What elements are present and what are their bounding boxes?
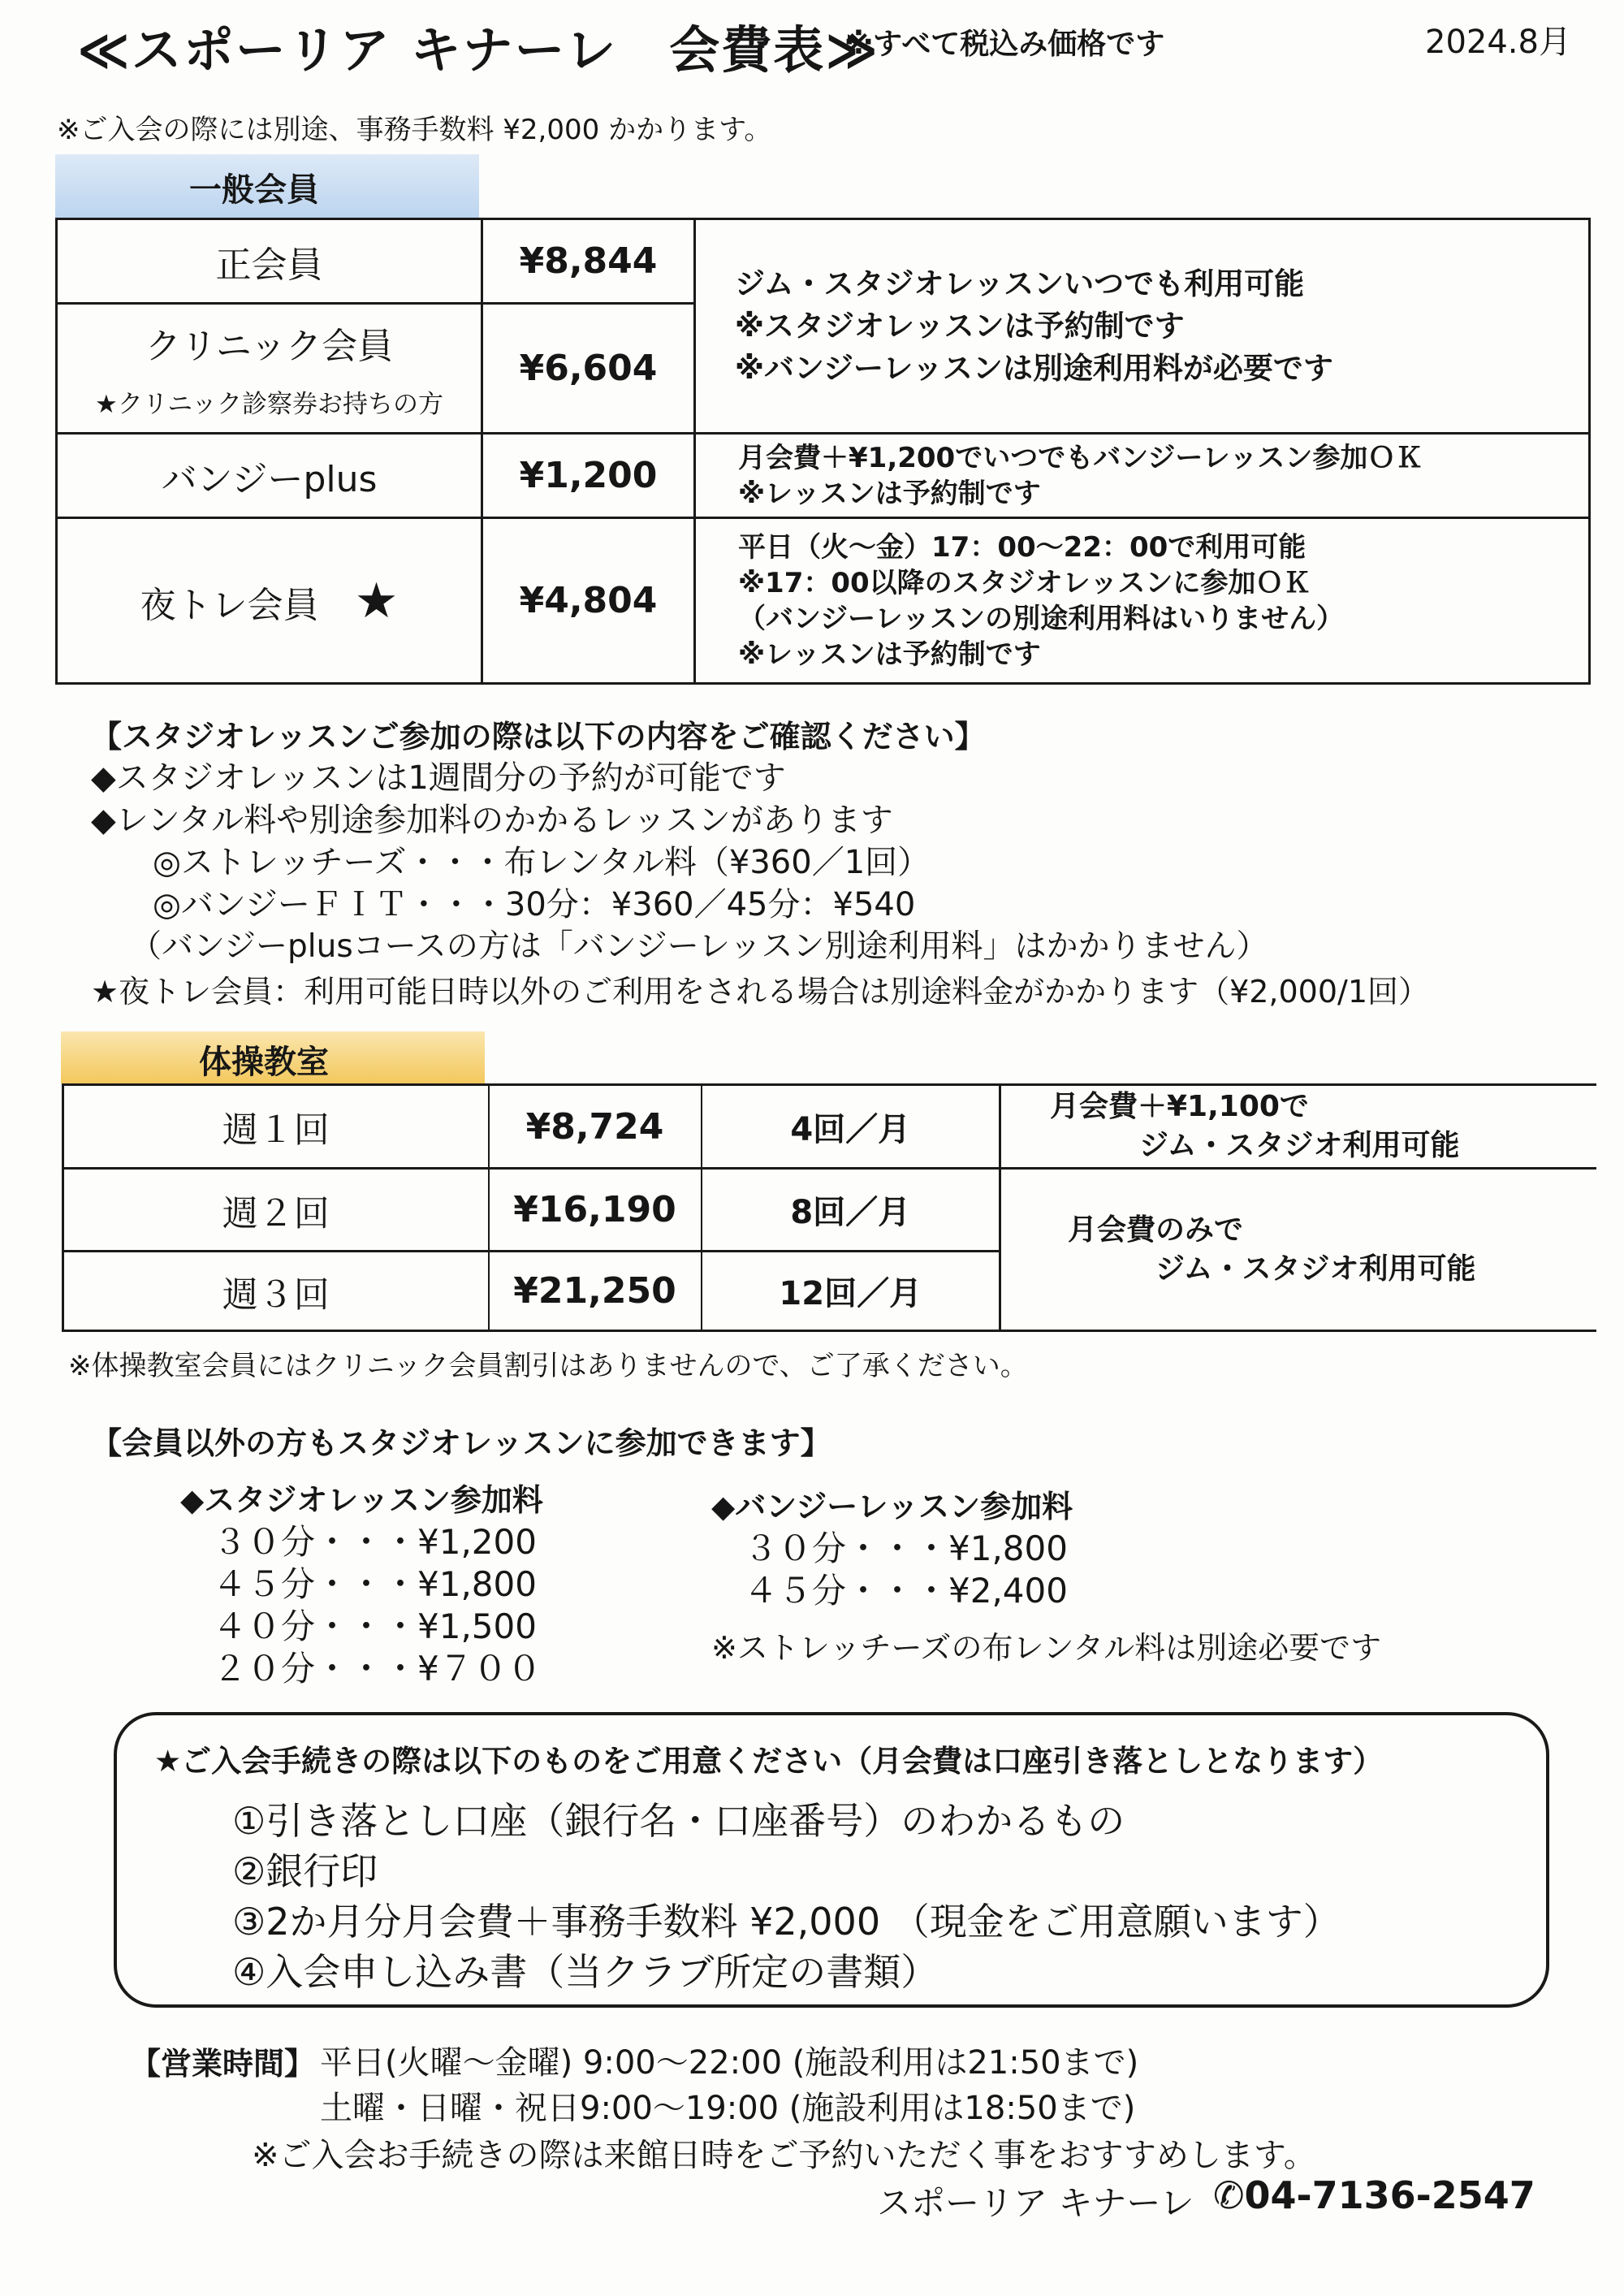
benefit-line: ジム・スタジオ利用可能	[1155, 1252, 1476, 1286]
studio-fee: ４５分・・・¥1,800	[213, 1564, 537, 1604]
class-benefit	[1000, 1169, 1596, 1331]
bungee-fee-title: ◆バンジーレッスン参加料	[711, 1489, 1073, 1524]
membership-name-cell	[57, 518, 482, 684]
join-item: ①引き落とし口座（銀行名・口座番号）のわかるもの	[232, 1799, 1125, 1843]
benefit-line: 月会費＋¥1,100で	[1050, 1090, 1309, 1123]
studio-note: ◆スタジオレッスンは1週間分の予約が可能です	[91, 759, 786, 797]
studio-fee-title: ◆スタジオレッスン参加料	[180, 1482, 543, 1518]
hours-label: 【営業時間】	[130, 2046, 316, 2082]
class-price: ¥16,190	[489, 1169, 702, 1252]
table-row	[57, 434, 1590, 518]
membership-name-cell	[57, 304, 482, 434]
membership-price: ¥4,804	[482, 518, 695, 684]
tax-note: ※すべて税込み価格です	[844, 28, 1165, 61]
membership-description	[695, 518, 1590, 684]
gymnastics-band	[61, 1031, 485, 1083]
bungee-fee: ４５分・・・¥2,400	[744, 1571, 1068, 1611]
description-line: 月会費＋¥1,200でいつでもバンジーレッスン参加ＯＫ	[738, 441, 1423, 474]
join-item: ④入会申し込み書（当クラブ所定の書類）	[232, 1950, 939, 1994]
studio-note: ◎バンジーＦＩＴ・・・30分：¥360／45分：¥540	[153, 886, 916, 923]
club-name: スポーリア キナーレ	[877, 2183, 1194, 2223]
class-price: ¥21,250	[489, 1252, 702, 1331]
studio-fee: ３０分・・・¥1,200	[213, 1522, 537, 1562]
gymnastics-label: 体操教室	[199, 1044, 329, 1081]
membership-description	[695, 219, 1590, 434]
table-row	[57, 518, 1590, 684]
class-sessions: 4回／月	[702, 1085, 1000, 1169]
join-item: ②銀行印	[232, 1849, 378, 1893]
class-sessions: 8回／月	[702, 1169, 1000, 1252]
class-frequency: 週１回	[63, 1085, 489, 1169]
description-line: （バンジーレッスンの別途利用料はいりません）	[738, 602, 1345, 635]
membership-name: クリニック会員	[145, 326, 394, 367]
studio-note: ★夜トレ会員：利用可能日時以外のご利用をされる場合は別途料金がかかります（¥2,000/1回）	[91, 974, 1430, 1010]
description-line: ※スタジオレッスンは予約制です	[735, 308, 1185, 344]
class-frequency: 週２回	[63, 1169, 489, 1252]
membership-price: ¥8,844	[482, 219, 695, 304]
membership-price: ¥6,604	[482, 304, 695, 434]
star-icon: ★	[354, 572, 399, 629]
join-item: ③2か月分月会費＋事務手数料 ¥2,000 （現金をご用意願います）	[232, 1900, 1341, 1944]
document-date: 2024.8月	[1425, 24, 1571, 61]
hours-weekday: 平日(火曜〜金曜) 9:00〜22:00 (施設利用は21:50まで)	[320, 2044, 1139, 2082]
benefit-line: ジム・スタジオ利用可能	[1139, 1129, 1460, 1162]
benefit-line: 月会費のみで	[1068, 1213, 1244, 1247]
page-title: ≪スポーリア キナーレ 会費表≫	[77, 20, 880, 80]
membership-price: ¥1,200	[482, 434, 695, 518]
class-frequency: 週３回	[63, 1252, 489, 1331]
admin-fee-note: ※ご入会の際には別途、事務手数料 ¥2,000 かかります。	[57, 114, 772, 146]
membership-name: バンジーplus	[57, 434, 482, 518]
class-sessions: 12回／月	[702, 1252, 1000, 1331]
table-row	[63, 1169, 1596, 1252]
studio-note: ◆レンタル料や別途参加料のかかるレッスンがあります	[91, 802, 893, 839]
gymnastics-table	[62, 1083, 1596, 1332]
description-line: ※バンジーレッスンは別途利用料が必要です	[735, 350, 1333, 386]
reservation-recommendation: ※ご入会お手続きの際は来館日時をご予約いただく事をおすすめします。	[252, 2137, 1316, 2174]
studio-fee: ４０分・・・¥1,500	[213, 1606, 537, 1646]
gymnastics-footnote: ※体操教室会員にはクリニック会員割引はありませんので、ご了承ください。	[68, 1350, 1028, 1382]
general-members-band	[55, 154, 479, 218]
studio-note: （バンジーplusコースの方は「バンジーレッスン別途利用料」はかかりません）	[130, 928, 1268, 965]
description-line: ※レッスンは予約制です	[738, 638, 1041, 671]
general-membership-table	[55, 218, 1591, 685]
membership-description	[695, 434, 1590, 518]
nonmember-heading: 【会員以外の方もスタジオレッスンに参加できます】	[91, 1425, 831, 1461]
table-row	[63, 1085, 1596, 1169]
studio-notes-heading: 【スタジオレッスンご参加の際は以下の内容をご確認ください】	[91, 719, 986, 755]
description-line: ジム・スタジオレッスンいつでも利用可能	[735, 266, 1305, 301]
table-row	[57, 219, 1590, 304]
description-line: ※レッスンは予約制です	[738, 477, 1041, 510]
membership-name: 夜トレ会員	[140, 584, 319, 626]
studio-note: ◎ストレッチーズ・・・布レンタル料（¥360／1回）	[153, 844, 931, 881]
hours-weekend: 土曜・日曜・祝日9:00〜19:00 (施設利用は18:50まで)	[320, 2090, 1136, 2127]
class-benefit	[1000, 1085, 1596, 1169]
join-heading: ★ご入会手続きの際は以下のものをご用意ください（月会費は口座引き落としとなります）	[154, 1744, 1384, 1779]
studio-fee: ２０分・・・¥７００	[213, 1649, 542, 1688]
description-line: 平日（火〜金）17：00〜22：00で利用可能	[738, 530, 1307, 564]
rental-note: ※ストレッチーズの布レンタル料は別途必要です	[711, 1630, 1382, 1666]
phone-number: ✆04-7136-2547	[1213, 2173, 1535, 2217]
bungee-fee: ３０分・・・¥1,800	[744, 1529, 1068, 1568]
membership-condition: ★クリニック診察券お持ちの方	[95, 390, 443, 419]
general-members-label: 一般会員	[189, 171, 319, 209]
class-price: ¥8,724	[489, 1085, 702, 1169]
membership-name: 正会員	[57, 219, 482, 304]
description-line: ※17：00以降のスタジオレッスンに参加ＯＫ	[738, 566, 1311, 599]
